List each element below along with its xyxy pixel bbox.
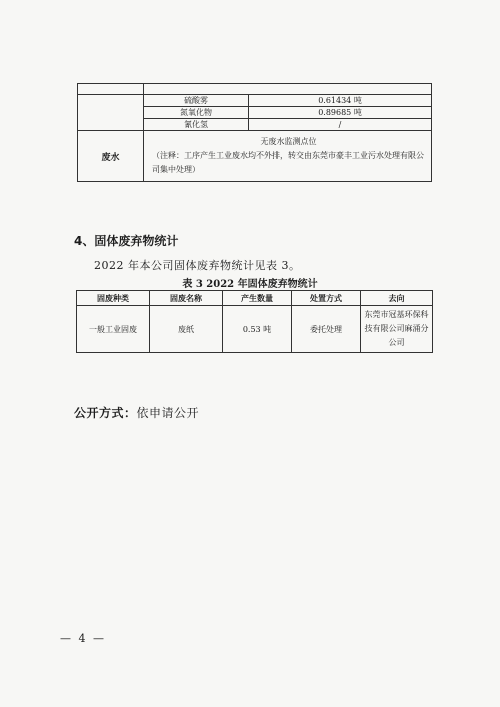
column-header: 产生数量 [223, 291, 292, 306]
pollutant-value: 0.89685 吨 [249, 107, 432, 119]
disclosure-line [74, 404, 199, 421]
table-caption: 表 3 2022 年固体废弃物统计 [182, 279, 318, 290]
wastewater-title: 无废水监测点位 [260, 137, 317, 146]
disclosure-value: 依申请公开 [136, 406, 200, 420]
column-header: 处置方式 [292, 291, 361, 306]
disclosure-label: 公开方式： [74, 406, 137, 420]
waste-type: 一般工业固废 [77, 306, 150, 353]
wastewater-note-cell [144, 131, 432, 182]
table-header-row [77, 291, 433, 306]
pollutant-value: / [249, 119, 432, 131]
intro-paragraph: 2022 年本公司固体废弃物统计见表 3。 [94, 259, 301, 272]
pollutant-name: 氰化氢 [144, 119, 249, 131]
category-cell [78, 95, 144, 131]
table-row [77, 306, 433, 353]
page-number: — 4 — [60, 632, 106, 645]
column-header: 固废名称 [150, 291, 223, 306]
solid-waste-table [76, 290, 433, 353]
waste-destination: 东莞市冠基环保科技有限公司麻涌分公司 [361, 306, 433, 353]
emissions-table [77, 83, 432, 182]
pollutant-name: 硫酸雾 [144, 95, 249, 107]
blank-cell [144, 84, 432, 95]
waste-name: 废纸 [150, 306, 223, 353]
waste-quantity: 0.53 吨 [223, 306, 292, 353]
pollutant-value: 0.61434 吨 [249, 95, 432, 107]
section-heading: 4、固体废弃物统计 [74, 234, 179, 248]
blank-cell [78, 84, 144, 95]
wastewater-category: 废水 [78, 131, 144, 182]
pollutant-name: 氮氧化物 [144, 107, 249, 119]
wastewater-note: （注释：工序产生工业废水均不外排，转交由东莞市豪丰工业污水处理有限公司集中处理） [152, 151, 424, 174]
column-header: 固废种类 [77, 291, 150, 306]
column-header: 去向 [361, 291, 433, 306]
disposal-method: 委托处理 [292, 306, 361, 353]
